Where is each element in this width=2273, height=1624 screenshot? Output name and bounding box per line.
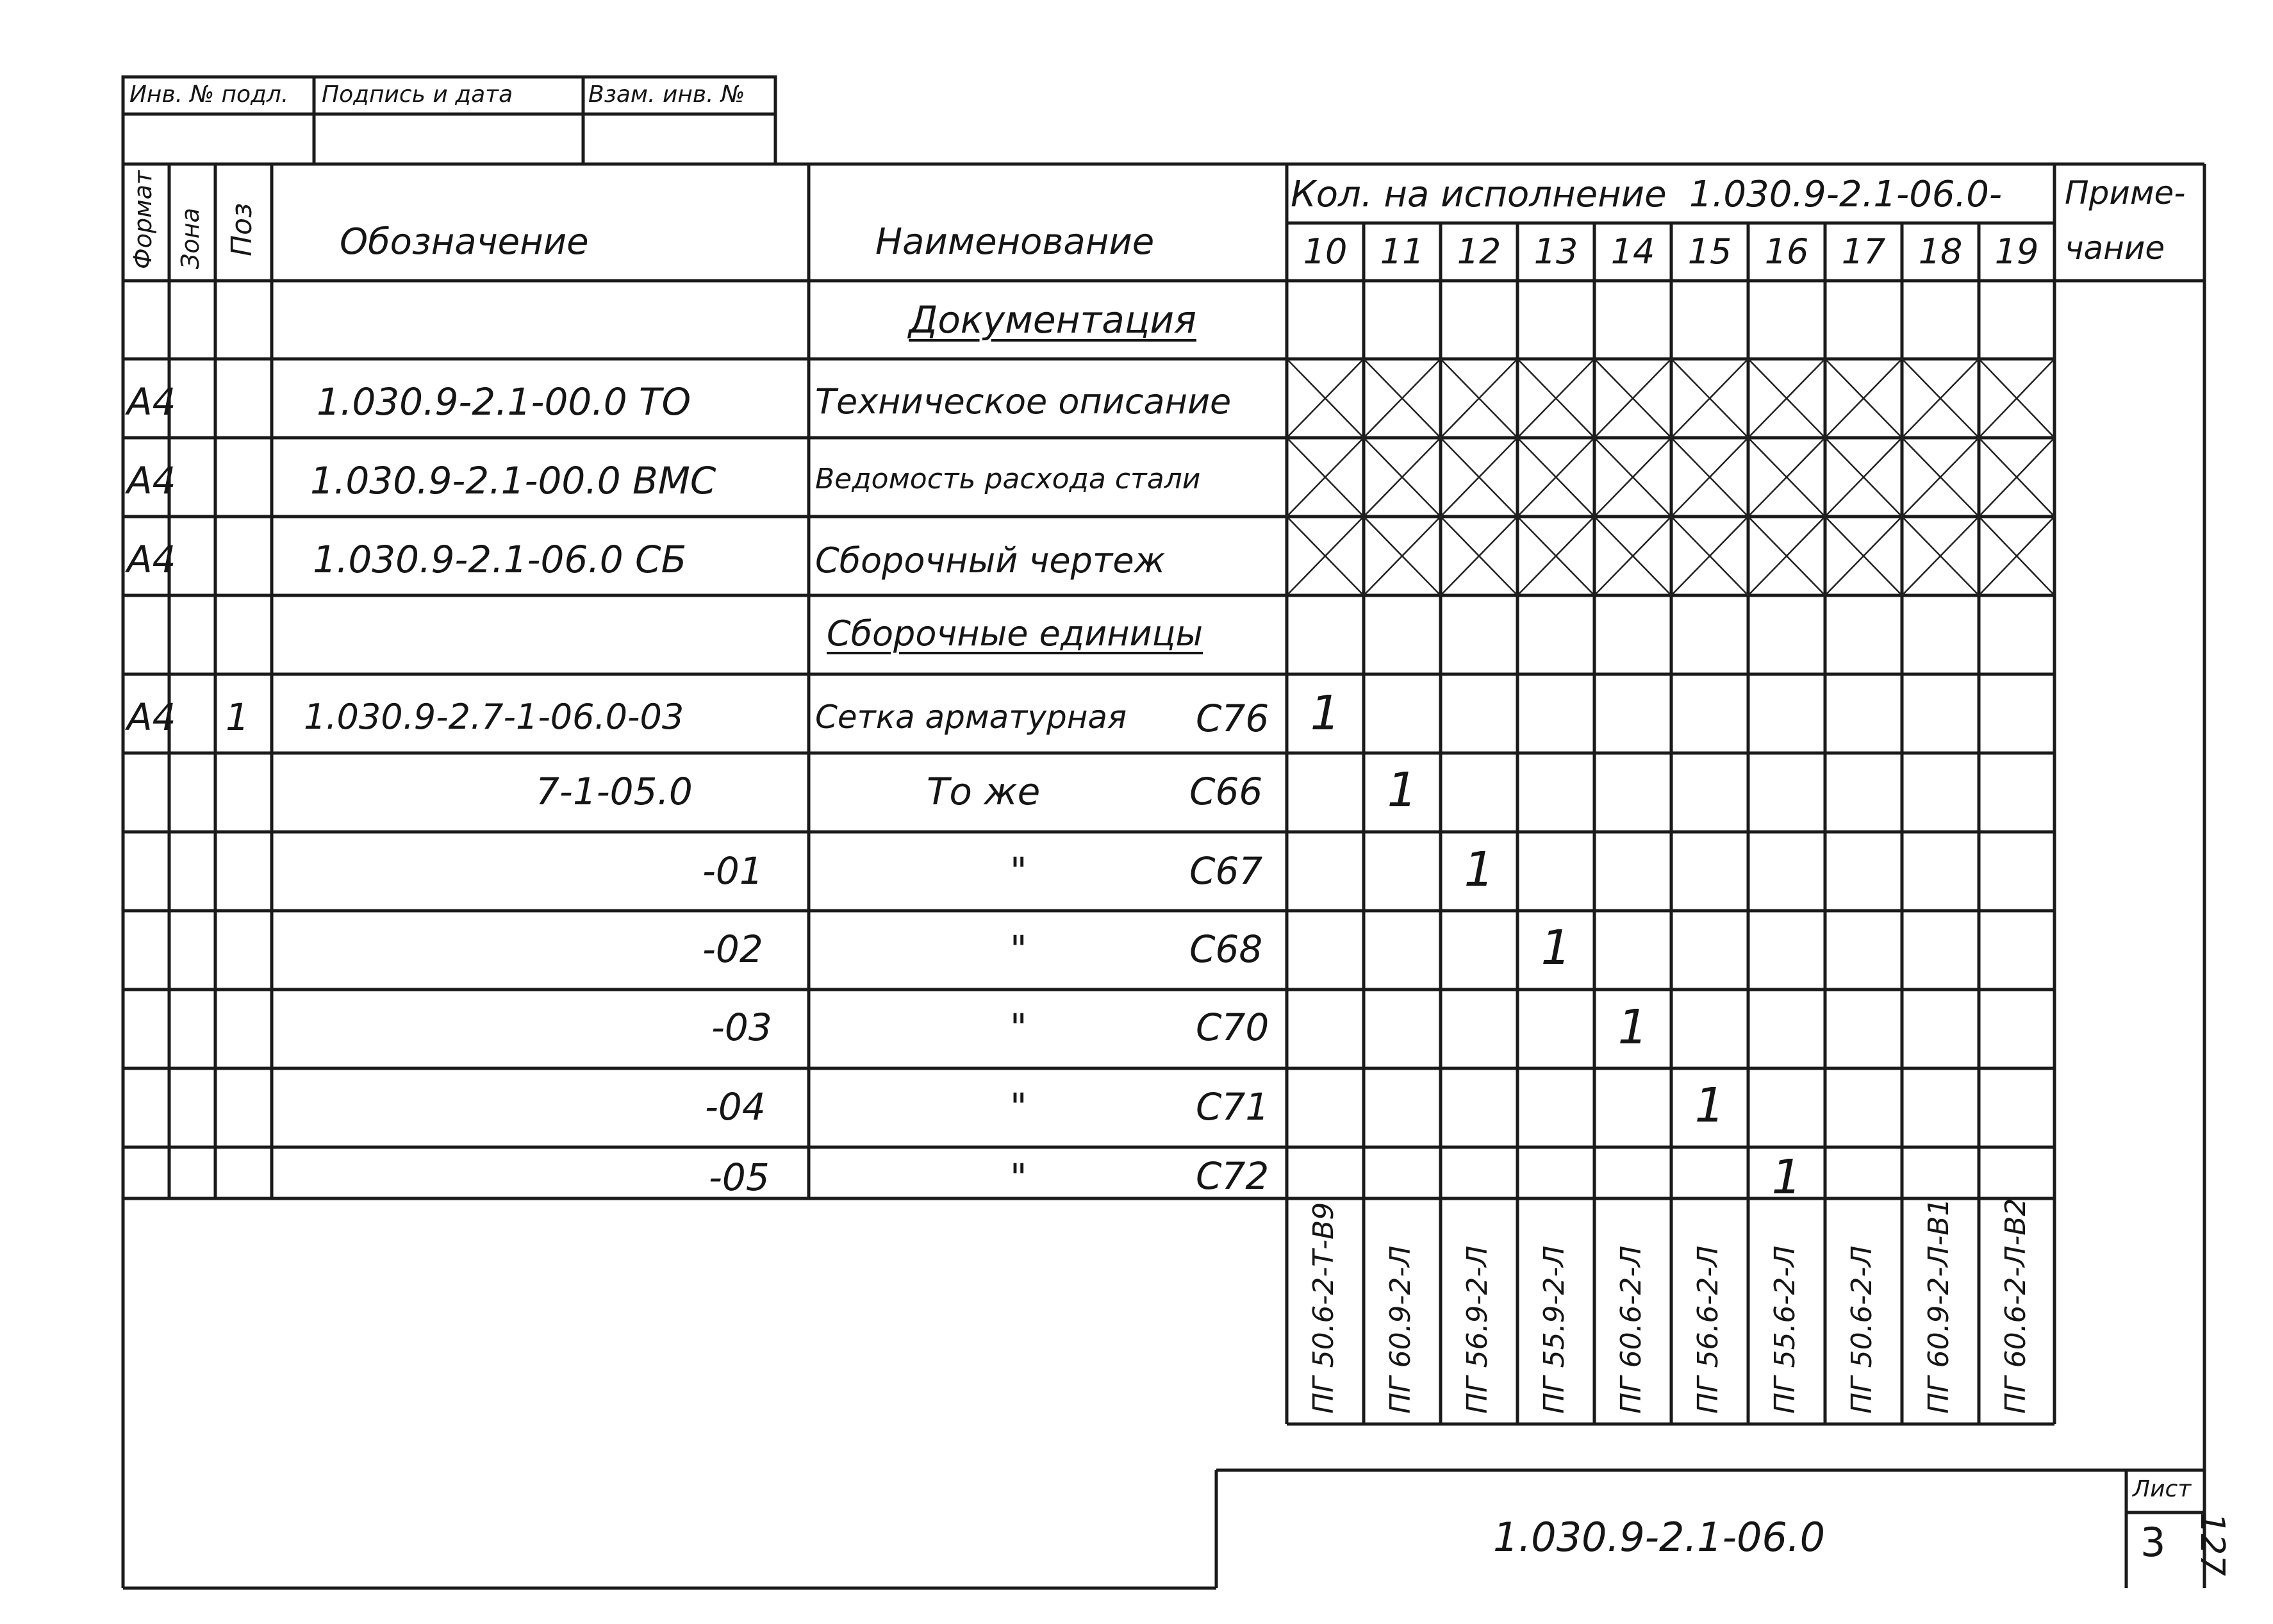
row-8-suffix: С68 bbox=[1189, 927, 1263, 971]
row-7-suffix: С67 bbox=[1189, 849, 1263, 893]
section-assembly-units: Сборочные единицы bbox=[827, 613, 1203, 654]
variant-15: 15 bbox=[1687, 231, 1732, 272]
row-5-suffix: С76 bbox=[1196, 697, 1269, 740]
row-3-format: А4 bbox=[127, 538, 176, 581]
row-5-poz: 1 bbox=[226, 695, 249, 739]
header-kol-code: 1.030.9-2.1-06.0- bbox=[1689, 174, 2003, 215]
qty-cell: 1 bbox=[1387, 763, 1418, 818]
header-kol-prefix: Кол. на исполнение bbox=[1291, 174, 1667, 215]
row-6-suffix: С66 bbox=[1189, 770, 1263, 813]
row-10-oboz: -04 bbox=[705, 1085, 766, 1129]
row-3-name: Сборочный чертеж bbox=[815, 540, 1166, 581]
row-11-suffix: С72 bbox=[1196, 1154, 1269, 1198]
product-name-16: ПГ 55.6-2-Л bbox=[1769, 1245, 1801, 1414]
row-9-suffix: С70 bbox=[1196, 1006, 1269, 1049]
row-7-name: " bbox=[1010, 849, 1027, 893]
row-9-oboz: -03 bbox=[711, 1006, 772, 1049]
header-oboznachenie: Обозначение bbox=[340, 221, 589, 263]
row-5-oboz: 1.030.9-2.7-1-06.0-03 bbox=[304, 697, 684, 737]
variant-11: 11 bbox=[1380, 231, 1425, 272]
variant-12: 12 bbox=[1457, 231, 1501, 272]
row-3-oboz: 1.030.9-2.1-06.0 СБ bbox=[313, 538, 687, 581]
sheet-label: Лист bbox=[2133, 1476, 2192, 1502]
stamp-vzam-inv: Взам. инв. № bbox=[588, 81, 745, 108]
product-name-11: ПГ 60.9-2-Л bbox=[1384, 1245, 1417, 1414]
product-name-14: ПГ 60.6-2-Л bbox=[1615, 1245, 1648, 1414]
row-1-oboz: 1.030.9-2.1-00.0 ТО bbox=[317, 380, 691, 424]
stamp-podpis-data: Подпись и дата bbox=[322, 81, 513, 108]
header-primechanie-1: Приме- bbox=[2065, 174, 2186, 211]
stamp-inv-podl: Инв. № подл. bbox=[129, 81, 289, 108]
row-5-name: Сетка арматурная bbox=[815, 699, 1127, 736]
product-name-13: ПГ 55.9-2-Л bbox=[1538, 1245, 1571, 1414]
variant-14: 14 bbox=[1610, 231, 1655, 272]
row-6-name: То же bbox=[927, 770, 1041, 813]
row-8-name: " bbox=[1010, 927, 1027, 971]
row-6-oboz: 7-1-05.0 bbox=[536, 770, 693, 813]
variant-18: 18 bbox=[1918, 231, 1963, 272]
product-name-15: ПГ 56.6-2-Л bbox=[1692, 1245, 1724, 1414]
section-documentation: Документация bbox=[909, 298, 1196, 342]
qty-cell: 1 bbox=[1464, 842, 1494, 897]
row-11-oboz: -05 bbox=[709, 1156, 770, 1199]
qty-cell: 1 bbox=[1694, 1078, 1725, 1133]
row-10-name: " bbox=[1010, 1085, 1027, 1129]
row-8-oboz: -02 bbox=[702, 927, 763, 971]
row-2-oboz: 1.030.9-2.1-00.0 ВМС bbox=[310, 459, 716, 502]
page-number: 127 bbox=[2193, 1512, 2231, 1577]
qty-cell: 1 bbox=[1771, 1150, 1802, 1205]
qty-cell: 1 bbox=[1541, 920, 1571, 975]
row-2-name: Ведомость расхода стали bbox=[815, 463, 1201, 495]
title-block-code: 1.030.9-2.1-06.0 bbox=[1493, 1514, 1826, 1561]
header-primechanie-2: чание bbox=[2065, 229, 2165, 267]
product-name-10: ПГ 50.6-2-Т-В9 bbox=[1307, 1202, 1340, 1414]
qty-cell: 1 bbox=[1617, 1000, 1648, 1055]
row-9-name: " bbox=[1010, 1006, 1027, 1049]
product-name-12: ПГ 56.9-2-Л bbox=[1461, 1245, 1494, 1414]
row-5-format: А4 bbox=[127, 695, 176, 739]
variant-16: 16 bbox=[1764, 231, 1809, 272]
product-name-18: ПГ 60.9-2-Л-В1 bbox=[1922, 1198, 1955, 1414]
row-11-name: " bbox=[1010, 1156, 1027, 1199]
header-zona: Зона bbox=[176, 208, 204, 269]
header-format: Формат bbox=[129, 170, 157, 269]
sheet-number: 3 bbox=[2140, 1519, 2166, 1566]
row-10-suffix: С71 bbox=[1196, 1085, 1269, 1129]
header-poz: Поз bbox=[226, 203, 258, 256]
qty-cell: 1 bbox=[1310, 686, 1341, 741]
header-naimenovanie: Наименование bbox=[875, 221, 1155, 263]
row-1-name: Техническое описание bbox=[815, 381, 1232, 422]
product-name-17: ПГ 50.6-2-Л bbox=[1846, 1245, 1878, 1414]
variant-17: 17 bbox=[1841, 231, 1886, 272]
row-7-oboz: -01 bbox=[702, 849, 763, 893]
variant-13: 13 bbox=[1533, 231, 1578, 272]
variant-19: 19 bbox=[1994, 231, 2039, 272]
product-name-19: ПГ 60.6-2-Л-В2 bbox=[1999, 1198, 2032, 1414]
variant-10: 10 bbox=[1303, 231, 1348, 272]
row-1-format: А4 bbox=[127, 380, 176, 424]
row-2-format: А4 bbox=[127, 459, 176, 502]
